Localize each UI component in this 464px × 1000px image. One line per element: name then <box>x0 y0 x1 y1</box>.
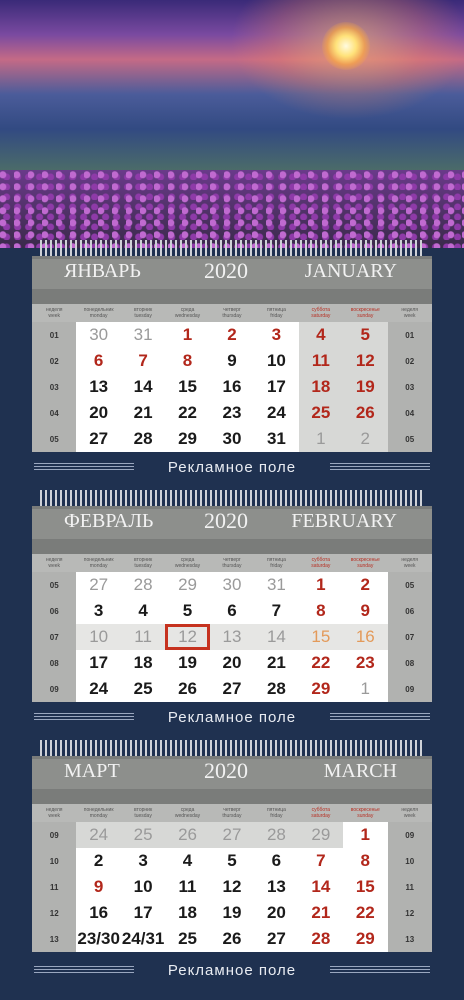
weekday-header <box>76 804 120 822</box>
year-label: 2020 <box>204 758 248 783</box>
weekday-header <box>165 804 209 822</box>
day-cell: 15 <box>343 874 387 900</box>
weekday-header <box>121 304 165 322</box>
week-number: 01 <box>388 322 432 348</box>
day-cell: 1 <box>343 676 387 702</box>
weekday-header <box>343 304 387 322</box>
day-cell: 12 <box>343 348 387 374</box>
calendar-march <box>32 756 432 952</box>
weekday-en: week <box>403 563 416 569</box>
day-cell: 29 <box>343 926 387 952</box>
day-cell: 2 <box>210 322 254 348</box>
day-cell: 28 <box>254 676 298 702</box>
day-cell: 9 <box>343 598 387 624</box>
weekday-en: week <box>48 563 61 569</box>
weekday-en: saturday <box>311 563 331 569</box>
weekday-ru: суббота <box>311 557 331 563</box>
week-number: 02 <box>32 348 76 374</box>
weekday-ru: пятница <box>266 557 286 563</box>
weekday-en: tuesday <box>134 563 152 569</box>
weekday-ru: воскресенье <box>350 557 380 563</box>
weekday-header <box>76 304 120 322</box>
day-cell: 3 <box>121 848 165 874</box>
weekday-header <box>165 304 209 322</box>
day-cell: 24/31 <box>121 926 165 952</box>
day-cell: 31 <box>121 322 165 348</box>
calendar-january <box>32 256 432 452</box>
week-number: 04 <box>32 400 76 426</box>
calendar-february <box>32 506 432 702</box>
day-cell: 6 <box>210 598 254 624</box>
month-header <box>32 506 432 554</box>
day-cell: 10 <box>254 348 298 374</box>
day-cell: 11 <box>121 624 165 650</box>
day-cell: 27 <box>254 926 298 952</box>
week-number: 08 <box>32 650 76 676</box>
day-cell: 13 <box>254 874 298 900</box>
day-cell: 25 <box>165 926 209 952</box>
weekday-en: thursday <box>222 313 242 319</box>
weekday-header <box>388 304 432 322</box>
weekday-en: tuesday <box>134 813 152 819</box>
month-name-en: JANUARY <box>304 260 397 282</box>
day-cell: 31 <box>254 572 298 598</box>
day-cell: 1 <box>299 572 343 598</box>
day-cell: 14 <box>299 874 343 900</box>
day-cell: 8 <box>299 598 343 624</box>
day-cell: 8 <box>165 348 209 374</box>
day-cell: 16 <box>210 374 254 400</box>
weekday-header <box>121 554 165 572</box>
weekday-en: week <box>403 313 416 319</box>
header-photo <box>0 0 464 248</box>
weekday-ru: неделя <box>45 307 63 313</box>
week-number: 11 <box>388 874 432 900</box>
day-cell: 3 <box>76 598 120 624</box>
day-cell: 27 <box>76 426 120 452</box>
day-cell: 14 <box>121 374 165 400</box>
weekday-header <box>388 554 432 572</box>
week-row <box>32 822 432 848</box>
week-number: 09 <box>388 676 432 702</box>
day-cell: 18 <box>165 900 209 926</box>
year-label: 2020 <box>204 508 248 533</box>
weekday-ru: воскресенье <box>350 307 380 313</box>
week-number: 07 <box>388 624 432 650</box>
day-cell: 25 <box>121 822 165 848</box>
weekday-en: friday <box>270 813 283 819</box>
weekday-header <box>343 554 387 572</box>
weekday-ru: вторник <box>134 807 153 813</box>
weekday-ru: неделя <box>401 307 419 313</box>
month-header <box>32 256 432 304</box>
week-row <box>32 650 432 676</box>
weekday-header <box>254 804 298 822</box>
weekday-ru: понедельник <box>83 807 114 813</box>
day-cell: 13 <box>76 374 120 400</box>
weekday-ru: четверг <box>223 807 241 813</box>
weekday-header <box>32 804 76 822</box>
weekday-ru: понедельник <box>83 307 114 313</box>
week-row <box>32 926 432 952</box>
day-cell: 29 <box>165 426 209 452</box>
weekday-ru: неделя <box>45 807 63 813</box>
day-cell: 25 <box>299 400 343 426</box>
week-number: 08 <box>388 650 432 676</box>
day-cell: 6 <box>76 348 120 374</box>
day-cell: 8 <box>343 848 387 874</box>
day-cell: 16 <box>76 900 120 926</box>
day-cell: 12 <box>165 624 209 650</box>
week-row <box>32 624 432 650</box>
day-cell: 23 <box>343 650 387 676</box>
week-number: 02 <box>388 348 432 374</box>
weekday-ru: вторник <box>134 307 153 313</box>
day-cell: 30 <box>76 322 120 348</box>
day-cell: 4 <box>299 322 343 348</box>
day-cell: 14 <box>254 624 298 650</box>
day-cell: 16 <box>343 624 387 650</box>
day-cell: 27 <box>210 676 254 702</box>
day-cell: 22 <box>299 650 343 676</box>
weekday-header <box>32 304 76 322</box>
day-cell: 28 <box>121 426 165 452</box>
day-cell: 15 <box>165 374 209 400</box>
month-name-en: FEBRUARY <box>291 510 397 532</box>
spiral-binding <box>40 740 424 756</box>
day-cell: 9 <box>210 348 254 374</box>
weekday-en: monday <box>89 563 108 569</box>
day-cell: 22 <box>165 400 209 426</box>
day-cell: 10 <box>76 624 120 650</box>
day-cell: 20 <box>76 400 120 426</box>
day-cell: 21 <box>254 650 298 676</box>
weekday-en: sunday <box>357 813 374 819</box>
weekday-en: friday <box>270 563 283 569</box>
weekday-header-row <box>32 304 432 322</box>
month-grid <box>32 554 432 702</box>
day-cell: 17 <box>254 374 298 400</box>
weekday-en: thursday <box>222 813 242 819</box>
day-cell: 24 <box>254 400 298 426</box>
week-row <box>32 572 432 598</box>
weekday-en: saturday <box>311 313 331 319</box>
day-cell: 23 <box>210 400 254 426</box>
week-number: 03 <box>388 374 432 400</box>
week-row <box>32 426 432 452</box>
week-row <box>32 348 432 374</box>
week-number: 13 <box>388 926 432 952</box>
weekday-header <box>388 804 432 822</box>
weekday-ru: понедельник <box>83 557 114 563</box>
week-row <box>32 400 432 426</box>
ad-label: Рекламное поле <box>167 709 297 726</box>
day-cell: 11 <box>299 348 343 374</box>
day-cell: 4 <box>121 598 165 624</box>
day-cell: 6 <box>254 848 298 874</box>
day-cell: 30 <box>210 426 254 452</box>
spiral-binding <box>40 240 424 256</box>
weekday-en: sunday <box>357 563 374 569</box>
week-number: 01 <box>32 322 76 348</box>
weekday-ru: вторник <box>134 557 153 563</box>
day-cell: 13 <box>210 624 254 650</box>
weekday-header <box>165 554 209 572</box>
ad-strip <box>0 958 464 988</box>
weekday-ru: пятница <box>266 807 286 813</box>
day-cell: 28 <box>121 572 165 598</box>
week-number: 05 <box>388 572 432 598</box>
weekday-en: monday <box>89 313 108 319</box>
day-cell: 1 <box>343 822 387 848</box>
day-cell: 19 <box>165 650 209 676</box>
day-cell: 29 <box>299 676 343 702</box>
weekday-ru: неделя <box>45 557 63 563</box>
day-cell: 27 <box>76 572 120 598</box>
weekday-en: friday <box>270 313 283 319</box>
weekday-ru: суббота <box>311 307 331 313</box>
week-number: 05 <box>388 426 432 452</box>
day-cell: 19 <box>210 900 254 926</box>
sun <box>322 22 370 70</box>
day-cell: 5 <box>165 598 209 624</box>
week-number: 04 <box>388 400 432 426</box>
day-cell: 29 <box>299 822 343 848</box>
day-cell: 25 <box>121 676 165 702</box>
weekday-header-row <box>32 804 432 822</box>
weekday-en: saturday <box>311 813 331 819</box>
weekday-en: wednesday <box>174 563 201 569</box>
week-number: 05 <box>32 426 76 452</box>
weekday-header <box>299 804 343 822</box>
day-cell: 2 <box>343 572 387 598</box>
weekday-ru: пятница <box>266 307 286 313</box>
weekday-ru: четверг <box>223 557 241 563</box>
week-number: 09 <box>32 822 76 848</box>
week-row <box>32 374 432 400</box>
spiral-binding <box>40 490 424 506</box>
day-cell: 21 <box>299 900 343 926</box>
week-number: 06 <box>388 598 432 624</box>
weekday-header <box>254 554 298 572</box>
day-cell: 4 <box>165 848 209 874</box>
weekday-header <box>254 304 298 322</box>
week-number: 09 <box>32 676 76 702</box>
weekday-en: tuesday <box>134 313 152 319</box>
month-name-ru: МАРТ <box>64 760 120 782</box>
day-cell: 26 <box>210 926 254 952</box>
day-cell: 28 <box>299 926 343 952</box>
ad-label: Рекламное поле <box>167 962 297 979</box>
weekday-header <box>210 554 254 572</box>
day-cell: 24 <box>76 676 120 702</box>
day-cell: 7 <box>254 598 298 624</box>
week-number: 13 <box>32 926 76 952</box>
week-row <box>32 874 432 900</box>
day-cell: 1 <box>299 426 343 452</box>
week-number: 05 <box>32 572 76 598</box>
week-row <box>32 676 432 702</box>
weekday-header-row <box>32 554 432 572</box>
day-cell: 22 <box>343 900 387 926</box>
weekday-en: sunday <box>357 313 374 319</box>
day-cell: 15 <box>299 624 343 650</box>
week-row <box>32 900 432 926</box>
weekday-header <box>210 804 254 822</box>
day-cell: 11 <box>165 874 209 900</box>
weekday-en: week <box>48 313 61 319</box>
day-cell: 12 <box>210 874 254 900</box>
weekday-ru: четверг <box>223 307 241 313</box>
day-cell: 7 <box>299 848 343 874</box>
week-number: 11 <box>32 874 76 900</box>
day-cell: 26 <box>165 822 209 848</box>
day-cell: 7 <box>121 348 165 374</box>
month-header <box>32 756 432 804</box>
day-cell: 18 <box>299 374 343 400</box>
day-cell: 27 <box>210 822 254 848</box>
weekday-header <box>121 804 165 822</box>
day-cell: 18 <box>121 650 165 676</box>
weekday-ru: среда <box>180 307 195 313</box>
weekday-header <box>299 554 343 572</box>
weekday-header <box>32 554 76 572</box>
month-name-ru: ФЕВРАЛЬ <box>64 510 154 532</box>
day-cell: 26 <box>343 400 387 426</box>
week-number: 03 <box>32 374 76 400</box>
weekday-en: wednesday <box>174 813 201 819</box>
week-number: 07 <box>32 624 76 650</box>
week-number: 10 <box>388 848 432 874</box>
day-cell: 1 <box>165 322 209 348</box>
day-cell: 10 <box>121 874 165 900</box>
day-cell: 20 <box>210 650 254 676</box>
weekday-ru: воскресенье <box>350 807 380 813</box>
day-cell: 29 <box>165 572 209 598</box>
day-cell: 17 <box>76 650 120 676</box>
weekday-ru: среда <box>180 807 195 813</box>
weekday-header <box>343 804 387 822</box>
weekday-en: week <box>403 813 416 819</box>
day-cell: 19 <box>343 374 387 400</box>
week-row <box>32 322 432 348</box>
day-cell: 3 <box>254 322 298 348</box>
weekday-header <box>210 304 254 322</box>
weekday-en: week <box>48 813 61 819</box>
week-row <box>32 598 432 624</box>
day-cell: 20 <box>254 900 298 926</box>
year-label: 2020 <box>204 258 248 283</box>
weekday-en: wednesday <box>174 313 201 319</box>
day-cell: 17 <box>121 900 165 926</box>
day-cell: 30 <box>210 572 254 598</box>
ad-strip <box>0 455 464 485</box>
weekday-en: monday <box>89 813 108 819</box>
weekday-ru: среда <box>180 557 195 563</box>
month-grid <box>32 304 432 452</box>
flower-field <box>0 170 464 248</box>
week-number: 12 <box>32 900 76 926</box>
day-cell: 5 <box>343 322 387 348</box>
week-number: 09 <box>388 822 432 848</box>
day-cell: 9 <box>76 874 120 900</box>
week-row <box>32 848 432 874</box>
month-grid <box>32 804 432 952</box>
ad-strip <box>0 705 464 735</box>
month-name-en: MARCH <box>323 760 397 782</box>
day-cell: 2 <box>76 848 120 874</box>
day-cell: 28 <box>254 822 298 848</box>
weekday-ru: неделя <box>401 557 419 563</box>
week-number: 06 <box>32 598 76 624</box>
month-name-ru: ЯНВАРЬ <box>64 260 141 282</box>
weekday-en: thursday <box>222 563 242 569</box>
week-number: 12 <box>388 900 432 926</box>
day-cell: 2 <box>343 426 387 452</box>
weekday-header <box>299 304 343 322</box>
day-cell: 31 <box>254 426 298 452</box>
day-cell: 24 <box>76 822 120 848</box>
day-cell: 21 <box>121 400 165 426</box>
weekday-ru: суббота <box>311 807 331 813</box>
day-cell: 5 <box>210 848 254 874</box>
weekday-ru: неделя <box>401 807 419 813</box>
week-number: 10 <box>32 848 76 874</box>
ad-label: Рекламное поле <box>167 459 297 476</box>
day-cell: 26 <box>165 676 209 702</box>
weekday-header <box>76 554 120 572</box>
day-cell: 23/30 <box>76 926 120 952</box>
